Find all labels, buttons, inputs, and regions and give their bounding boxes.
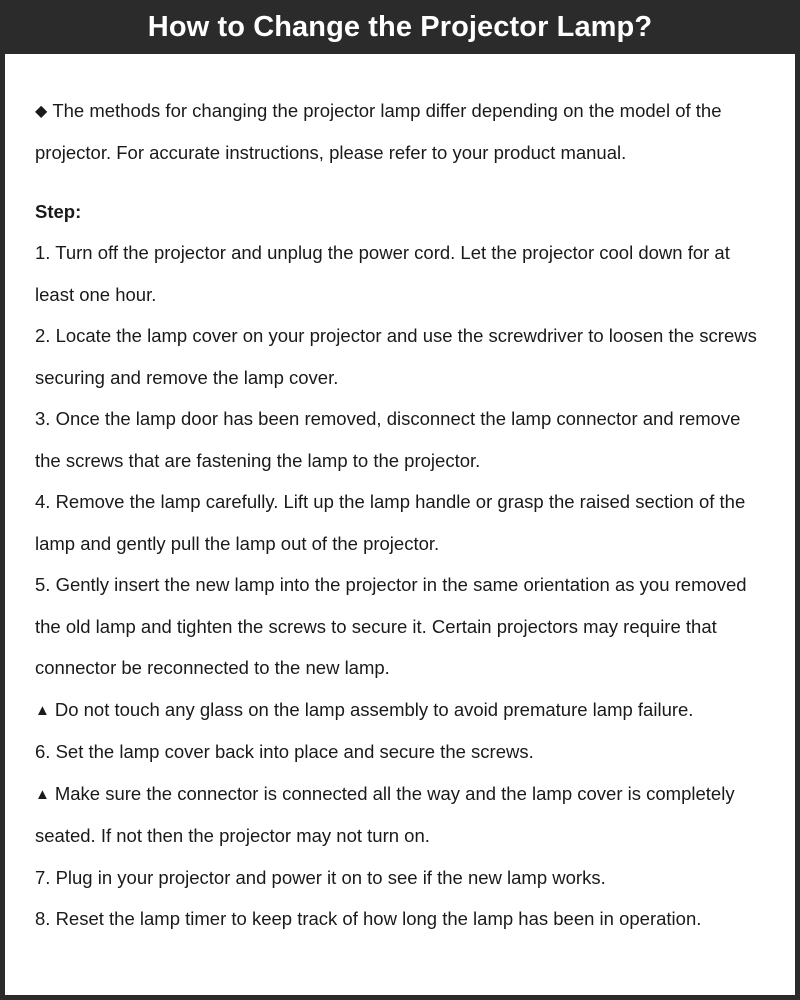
diamond-bullet-icon: ◆ (35, 103, 48, 120)
list-item (35, 481, 765, 564)
document-body (5, 54, 795, 995)
triangle-warning-icon: ▲ (35, 785, 50, 803)
step-text: Do not touch any glass on the lamp assembly to avoid premature lamp failure. (54, 698, 694, 720)
step-text: 6. Set the lamp cover back into place and secure the screws. (35, 741, 534, 762)
intro-paragraph (35, 90, 765, 173)
step-text: 4. Remove the lamp carefully. Lift up the lamp handle or grasp the raised section of the lamp and gently pull the lamp out of the projector. (35, 491, 746, 554)
triangle-warning-icon: ▲ (35, 701, 50, 719)
step-text: 2. Locate the lamp cover on your projector and use the screwdriver to loosen the screws securing and remove the lamp cover. (35, 325, 757, 388)
list-item (35, 315, 765, 398)
list-item (35, 564, 765, 689)
step-text: 7. Plug in your projector and power it on to see if the new lamp works. (35, 866, 606, 888)
step-heading: Step: (35, 201, 82, 222)
step-text: 3. Once the lamp door has been removed, disconnect the lamp connector and remove the screws that are fastening the lamp to the projector. (35, 408, 741, 471)
step-text: 1. Turn off the projector and unplug the power cord. Let the projector cool down for at least one hour. (35, 242, 730, 305)
list-item (35, 857, 765, 899)
title-bar (5, 0, 795, 54)
list-item (35, 398, 765, 481)
list-item (35, 731, 765, 773)
list-item (35, 898, 765, 940)
list-item (35, 232, 765, 315)
step-text: Make sure the connector is connected all the way and the lamp cover is completely seated. If not then the projector may not turn on. (35, 782, 735, 846)
step-text: 8. Reset the lamp timer to keep track of how long the lamp has been in operation. (35, 908, 702, 929)
intro-text: The methods for changing the projector lamp differ depending on the model of the projector. For accurate instructions, please refer to your product manual. (35, 100, 722, 163)
list-item-warning (35, 689, 765, 732)
list-item-warning (35, 773, 765, 857)
step-text: 5. Gently insert the new lamp into the projector in the same orientation as you removed the old lamp and tighten the screws to secure it. Certain projectors may require that connector be reconnected to the new lamp. (35, 574, 747, 678)
steps-list (35, 232, 765, 940)
page-title: How to Change the Projector Lamp? (147, 10, 653, 43)
